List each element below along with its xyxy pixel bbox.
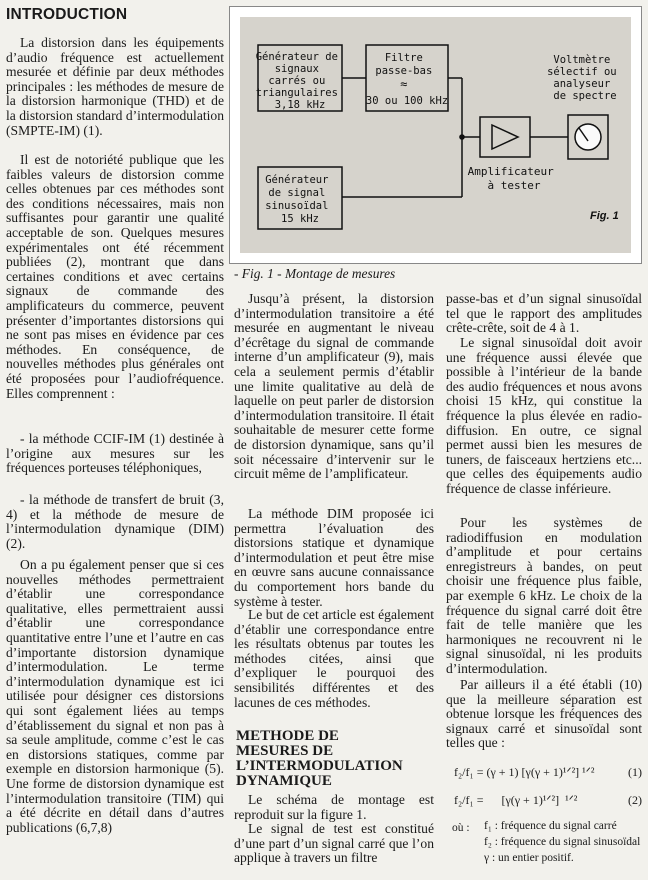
equation-2 xyxy=(454,793,577,808)
intro-paragraph-3: On a pu également penser que si ces nouvelles méthodes permettraient d’établir une correspondance qualitative, elles permettraient aussi d’établir une correspondance quantitative entre l’une et l’autre en cas d’importante distorsion dynamique d’intermodulation. Le terme d’intermodulation dynamique est ici utilisée pour désigner ces distorsions qui sont également liées au temps d’établissement du signal et non pas à sa seule amplitude, comme c’est le cas en distorsions statiques, comme par exemple en distorsion harmonique (5). Une forme de distorsion dynamique est l’intermodulation transitoire (TIM) qui a été décrite en détail dans d’autres publications (6,7,8) xyxy=(6,557,224,835)
equation-2-formula: f₂/f₁ = [γ(γ + 1)¹ᐟ²] ¹ᐟ² xyxy=(454,793,578,807)
definition-gamma: γ : un entier positif. xyxy=(484,852,574,864)
middle-paragraph-3: Le but de cet article est également d’établir une correspondance entre les résultats obtenus par toutes les méthodes citées, ainsi que d’expliquer le pourquoi des sensibilités différentes et des lacunes de ces méthodes. xyxy=(234,607,434,710)
intro-paragraph-1: La distorsion dans les équipements d’audio fréquence est actuellement mesurée et définie par deux méthodes principales : les méthodes de mesure de la distorsion harmonique (THD) et de la distorsion standard d’intermodulation (SMPTE-IM) (1). xyxy=(6,35,224,138)
meter-dial-icon xyxy=(575,124,601,150)
figure-tag: Fig. 1 xyxy=(590,210,619,222)
lowpass-filter-label: Filtre passe-bas ≈ 30 ou 100 kHz xyxy=(365,52,449,107)
block-diagram xyxy=(230,7,641,263)
right-paragraph-2: Le signal sinusoïdal doit avoir une fréquence aussi élevée que possible à l’intérieur de la bande des audio fréquences et nous avons choisi 15 kHz, qui constitue la fréquence la plus élevée en radio-diffusion. En outre, ce signal permet aussi bien les mesures de tuners, de faisceaux hertziens etc... que celles des équipements audio fréquence de classe inférieure. xyxy=(446,335,642,496)
right-paragraph-1: passe-bas et d’un signal sinusoïdal tel que le rapport des amplitudes crête-crête, soit de 4 à 1. xyxy=(446,291,642,336)
intro-list-item-ccif: - la méthode CCIF-IM (1) destinée à l’origine aux mesures sur les fréquences porteuses téléphoniques, xyxy=(6,431,224,476)
middle-paragraph-2: La méthode DIM proposée ici permettra l’évaluation des distorsions statique et dynamique d’intermodulation et peut être mise en œuvre sans aucune connaissance du comportement hors bande du système à tester. xyxy=(234,506,434,609)
equation-2-number: (2) xyxy=(628,793,642,807)
definition-f2: f₂ : fréquence du signal sinusoïdal xyxy=(484,836,641,848)
sine-generator-label: Générateur de signal sinusoïdal 15 kHz xyxy=(265,174,329,225)
middle-paragraph-1: Jusqu’à présent, la distorsion d’intermodulation transitoire a été mesurée en augmentant le niveau d’écrêtage du signal de commande interne d’un amplificateur (9), mais cela a seulement permis d’établir une limite qualitative au delà de laquelle on peut parler de distorsion d’intermodulation transitoire. Il était souhaitable de mesurer cette forme de distorsion dynamique, sans qu’il soit nécessaire d’intervenir sur le circuit même de l’amplificateur. xyxy=(234,291,434,482)
section-heading-dim-method: METHODE DE MESURES DE L’INTERMODULATION DYNAMIQUE xyxy=(236,728,403,789)
junction-dot xyxy=(459,134,465,140)
definitions-intro: où : xyxy=(452,822,470,834)
voltmeter-label: Voltmètre sélectif ou analyseur de spectre xyxy=(547,54,617,102)
section-paragraph-1: Le schéma de montage est reproduit sur la figure 1. xyxy=(234,792,434,822)
section-paragraph-2: Le signal de test est constitué d’une part d’un signal carré que l’on applique à travers un filtre xyxy=(234,821,434,866)
amplifier-label: Amplificateur à tester xyxy=(467,165,554,192)
section-heading-introduction: INTRODUCTION xyxy=(6,6,128,23)
figure-caption: - Fig. 1 - Montage de mesures xyxy=(234,266,396,281)
intro-paragraph-2: Il est de notoriété publique que les faibles valeurs de distorsion comme celles obtenues par ces méthodes sont des conditions nécessaires, mais non suffisantes pour garantir une qualité acceptable de son. Quelques mesures expérimentales ont été récemment publiées (2), montrant que dans certaines conditions et avec certains signaux de commande des amplificateurs du commerce, peuvent présenter d’importantes distorsions qui ne sont pas mises en évidence par ces méthodes. En conséquence, de nouvelles méthodes plus générales ont été proposées pour l’audiofréquence. Elles comprennent : xyxy=(6,152,224,401)
equation-1 xyxy=(454,765,594,780)
right-paragraph-4: Par ailleurs il a été établi (10) que la meilleure séparation est obtenue lorsque les fréquences des signaux carré et sinusoïdal sont telles que : xyxy=(446,677,642,751)
intro-list-item-noise-transfer: - la méthode de transfert de bruit (3, 4) et la méthode de mesure de l’intermodulation dynamique (DIM) (2). xyxy=(6,492,224,551)
equation-1-formula: f₂/f₁ = (γ + 1) [γ(γ + 1)¹ᐟ²] ¹ᐟ² xyxy=(454,765,595,779)
figure-measurement-setup xyxy=(229,6,642,264)
square-generator-label: Générateur de signaux carrés ou triangulaires 3,18 kHz xyxy=(255,51,338,111)
definition-f1: f₁ : fréquence du signal carré xyxy=(484,820,617,832)
right-paragraph-3: Pour les systèmes de radiodiffusion en modulation d’amplitude et pour certains enregistreurs à bandes, on peut choisir une fréquence plus faible, par exemple 6 kHz. Le choix de la fréquence du signal carré doit être fait de telle manière que les harmoniques ne recouvrent ni le signal sinusoïdal, ni les produits d’intermodulation. xyxy=(446,515,642,676)
equation-1-number: (1) xyxy=(628,765,642,779)
